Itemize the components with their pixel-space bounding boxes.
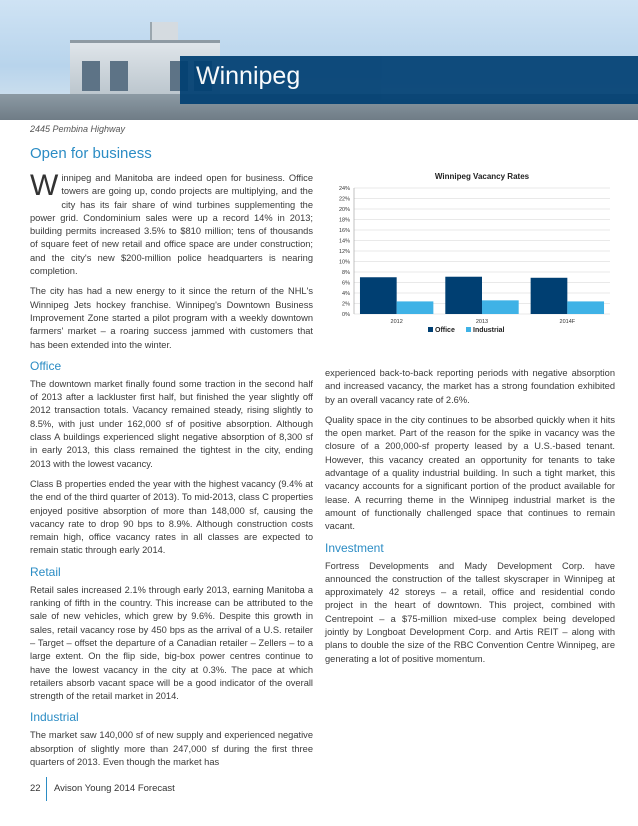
industrial-heading: Industrial [30,710,79,725]
y-tick-label: 24% [338,186,350,192]
paragraph: Retail sales increased 2.1% through early 2013, earning Manitoba a ranking of fifth in the country. This increase can be attributed to the sale of new vehicles, which grew by 9.6%. Despite this growth in sales, retail vacancy rose by 450 bps as the arrival of a U.S. retailer – Target – offset the departure of a Canadian retailer – Zellers – to a large extent. On the flip side, big-box power centres continue to have the lowest vacancy in the city at 0.3%. The pace at which retailers absorb vacant space will be a good indicator of the overall strength of the retail market in 2014. [30,584,313,702]
legend-label-industrial: Industrial [473,327,505,334]
y-tick-label: 18% [338,217,350,224]
bar-industrial-2013 [482,300,519,314]
footer-text: Avison Young 2014 Forecast [54,783,175,794]
y-tick-label: 4% [342,291,350,297]
y-tick-label: 16% [338,228,350,234]
y-tick-label: 8% [342,270,350,276]
drop-cap: W [30,169,59,202]
chart-svg [320,168,618,338]
office-heading: Office [30,358,62,373]
page-number: 22 [30,783,41,794]
intro-paragraph [30,169,313,278]
bar-office-2014F [531,278,568,314]
x-tick-label: 2013 [475,319,489,325]
y-tick-label: 12% [338,249,350,255]
y-tick-label: 14% [338,238,350,245]
title-band [180,56,638,104]
legend-swatch-office [428,327,433,332]
hero-banner [0,0,638,120]
paragraph: The downtown market finally found some traction in the second half of 2013 after a lackluster first half, but finished the year slightly off 2012 transaction totals. Vacancy remained steady, rising slightly to 8.5%, with just under 162,000 sf of positive absorption. Although class A buildings experienced slight negative absorption of 8,300 sf in early 2013, this class remained the tightest in the city, ending 2013 with the lowest vacancy. [30,378,313,469]
y-tick-label: 20% [338,207,350,213]
intro-text: innipeg and Manitoba are indeed open for business. Office towers are going up, condo projects are multiplying, and the city has its fair share of wind turbines supplementing the power grid. Condominium sales were up a record 14% in 2013; building permits increased 3.5% to $810 million; tens of thousands of square feet of new retail and office space are under construction; and the city's new $200-million police headquarters is nearing completion. [30,173,313,277]
retail-heading: Retail [30,564,61,579]
legend-swatch-industrial [466,327,471,332]
legend-label-office: Office [435,327,455,334]
y-tick-label: 22% [338,196,350,203]
paragraph: Class B properties ended the year with the highest vacancy (9.4% at the end of the third quarter of 2013). To mid-2013, class C properties enjoyed positive absorption of more than 148,000 sf, causing the vacancy rate to drop 90 bps to 8.9%. Although construction costs remain high, office vacancy rates in all classes are expected to remain static through early 2014. [30,478,313,556]
window [110,61,128,91]
photo-caption: 2445 Pembina Highway [30,124,126,134]
paragraph: experienced back-to-back reporting periods with negative absorption and increased vacancy, the market has a strong foundation exhibited by an overall vacancy rate of 2.6%. [325,368,615,405]
bar-industrial-2012 [397,301,434,314]
left-column [30,169,313,776]
window [82,61,100,91]
paragraph: The market saw 140,000 sf of new supply and experienced negative absorption of slightly more than 247,000 sf during the first three quarters of 2013. Even though the market has [30,730,313,767]
investment-heading: Investment [325,540,384,555]
city-title: Winnipeg [196,62,301,90]
paragraph: Quality space in the city continues to be absorbed quickly when it hits the open market. Part of the reason for the spike in vacancy was the closure of a 200,000-sf property leased by a U.S.-based tenant. However, this vacancy created an opportunity for tenants to take advantage of a quality industrial building. In such a tight market, this vacancy accounts for a significant portion of the product available for lease. A recurring theme in the Winnipeg industrial market is the amount of functionally challenged space that continues to remain vacant. [325,414,615,532]
section-heading: Open for business [30,145,152,162]
paragraph: The city has had a new energy to it since the return of the NHL's Winnipeg Jets hockey franchise. Winnipeg's Downtown Business Improvement Zone started a pilot program with a weekly downtown farmers' market – a roaring success jammed with customers that has been extended into the winter. [30,286,313,350]
vacancy-chart [320,168,618,338]
paragraph: Fortress Developments and Mady Development Corp. have announced the construction of the tallest skyscraper in Winnipeg at approximately 42 storeys – a retail, office and residential condo project in the heart of downtown. This project, combined with Centrepoint – a $75-million mixed-use complex being developed jointly by Longboat Development Corp. and Artis REIT – along with plans to double the size of the RBC Convention Centre Winnipeg, are generating a lot of positive momentum. [325,560,615,664]
x-tick-label: 2014F [559,319,576,325]
bar-office-2012 [360,277,397,314]
y-tick-label: 0% [342,312,350,318]
chart-title: Winnipeg Vacancy Rates [434,172,530,181]
right-column [325,367,615,673]
y-tick-label: 2% [342,301,350,308]
y-tick-label: 6% [342,280,350,287]
bar-office-2013 [445,277,482,314]
footer-divider [46,777,47,801]
y-tick-label: 10% [338,259,350,266]
bar-industrial-2014F [567,301,604,314]
x-tick-label: 2012 [390,319,403,325]
